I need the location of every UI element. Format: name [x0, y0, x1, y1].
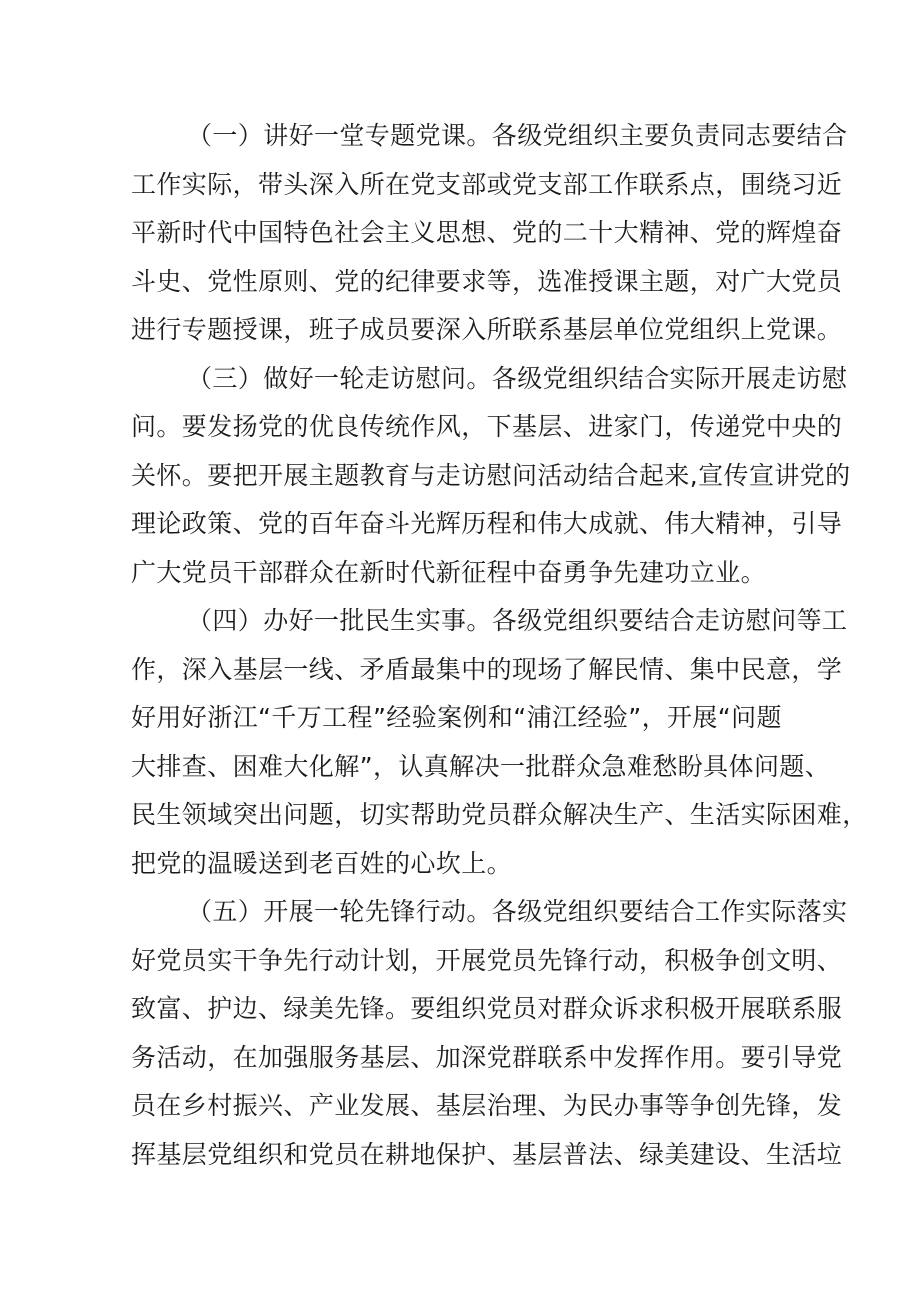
paragraph-livelihood [131, 597, 868, 888]
text-line: 务活动，在加强服务基层、加深党群联系中发挥作用。要引导党 [131, 1042, 843, 1072]
text-line: 好党员实干争先行动计划，开展党员先锋行动，积极争创文明、 [131, 945, 843, 975]
text-line: 大排查、困难大化解”，认真解决一批群众急难愁盼具体问题、 [131, 751, 831, 781]
paragraph-pioneer-action [131, 888, 848, 1179]
text-line: 把党的温暖送到老百姓的心坎上。 [131, 848, 513, 878]
text-line: 关怀。要把开展主题教育与走访慰问活动结合起来,宣传宣讲党的 [131, 460, 851, 490]
text-line: 进行专题授课，班子成员要深入所联系基层单位党组织上党课。 [131, 315, 843, 344]
text-line: （四）办好一批民生实事。各级党组织要结合走访慰问等工 [187, 606, 848, 635]
text-line: 民生领域突出问题，切实帮助党员群众解决生产、生活实际困难， [131, 800, 868, 829]
text-line: （三）做好一轮走访慰问。各级党组织结合实际开展走访慰 [187, 363, 848, 393]
text-line: 斗史、党性原则、党的纪律要求等，选准授课主题，对广大党员 [131, 266, 843, 296]
text-line: 挥基层党组织和党员在耕地保护、基层普法、绿美建设、生活垃 [131, 1139, 843, 1169]
text-line: 工作实际，带头深入所在党支部或党支部工作联系点，围绕习近 [131, 169, 843, 199]
paragraph-party-lecture [131, 112, 848, 355]
text-line: （五）开展一轮先锋行动。各级党组织要结合工作实际落实 [187, 897, 848, 926]
document-body [131, 112, 868, 1179]
text-line: 员在乡村振兴、产业发展、基层治理、为民办事等争创先锋，发 [131, 1091, 843, 1120]
text-line: 平新时代中国特色社会主义思想、党的二十大精神、党的辉煌奋 [131, 218, 843, 247]
text-line: 作，深入基层一线、矛盾最集中的现场了解民情、集中民意，学 [131, 654, 843, 684]
text-line: （一）讲好一堂专题党课。各级党组织主要负责同志要结合 [187, 121, 848, 150]
text-line: 致富、护边、绿美先锋。要组织党员对群众诉求积极开展联系服 [131, 994, 843, 1023]
text-line: 广大党员干部群众在新时代新征程中奋勇争先建功立业。 [131, 557, 767, 587]
paragraph-visits [131, 355, 851, 598]
text-line: 好用好浙江“千万工程”经验案例和“浦江经验”，开展“问题 [131, 703, 782, 732]
text-line: 问。要发扬党的优良传统作风，下基层、进家门，传递党中央的 [131, 412, 843, 441]
text-line: 理论政策、党的百年奋斗光辉历程和伟大成就、伟大精神，引导 [131, 509, 843, 538]
